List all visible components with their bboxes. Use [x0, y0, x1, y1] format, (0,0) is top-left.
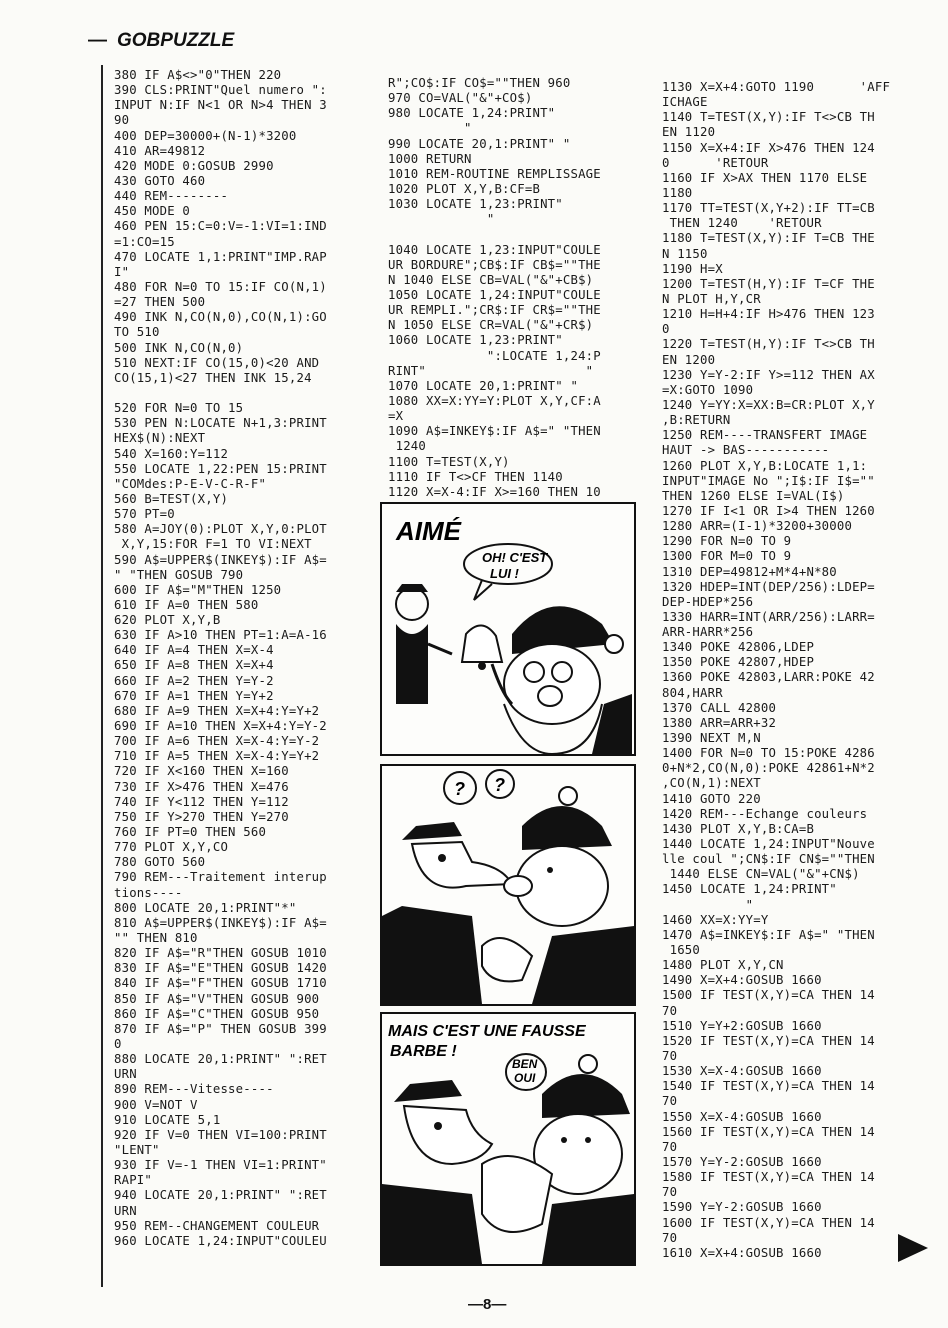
code-line: 650 IF A=8 THEN X=X+4	[114, 658, 274, 673]
code-line: 960 LOCATE 1,24:INPUT"COULEU	[114, 1233, 327, 1248]
code-line: EN 1200	[662, 352, 716, 367]
code-line: 1500 IF TEST(X,Y)=CA THEN 14	[662, 988, 875, 1003]
code-line: N PLOT H,Y,CR	[662, 291, 761, 306]
cartoon-panel-2	[380, 764, 636, 1006]
page-title: GOBPUZZLE	[117, 30, 235, 51]
code-line: N 1040 ELSE CB=VAL("&"+CB$)	[388, 272, 594, 287]
code-line: 1420 REM---Echange couleurs	[662, 806, 868, 821]
page-header	[88, 30, 234, 52]
code-line: RAPI"	[114, 1173, 153, 1188]
code-line: 770 PLOT X,Y,CO	[114, 840, 229, 855]
code-line: 1240	[388, 439, 427, 454]
code-line: HAUT -> BAS-----------	[662, 443, 830, 458]
code-line: 1040 LOCATE 1,23:INPUT"COULE	[388, 242, 601, 257]
code-line: 1650	[662, 943, 701, 958]
code-line: 1470 A$=INKEY$:IF A$=" "THEN	[662, 927, 875, 942]
code-line: 1150 X=X+4:IF X>476 THEN 124	[662, 140, 875, 155]
code-line: 1050 LOCATE 1,24:INPUT"COULE	[388, 287, 601, 302]
code-line: 870 IF A$="P" THEN GOSUB 399	[114, 1021, 327, 1036]
code-line: 1400 FOR N=0 TO 15:POKE 4286	[662, 746, 875, 761]
code-line: 1550 X=X-4:GOSUB 1660	[662, 1109, 822, 1124]
code-line: 560 B=TEST(X,Y)	[114, 491, 229, 506]
code-line: 1320 HDEP=INT(DEP/256):LDEP=	[662, 579, 875, 594]
code-line: 810 A$=UPPER$(INKEY$):IF A$=	[114, 915, 327, 930]
code-line: 780 GOTO 560	[114, 855, 206, 870]
code-line: URN	[114, 1067, 137, 1082]
code-line: 0+N*2,CO(N,0):POKE 42861+N*2	[662, 761, 875, 776]
code-line: UR REMPLI.";CR$:IF CR$=""THE	[388, 303, 601, 318]
code-line: 630 IF A>10 THEN PT=1:A=A-16	[114, 628, 327, 643]
code-line: N 1150	[662, 246, 708, 261]
code-line: 940 LOCATE 20,1:PRINT" ":RET	[114, 1188, 327, 1203]
code-line: 90	[114, 113, 130, 128]
speech-bubble-line-1: OH! C'EST	[482, 550, 548, 565]
question-bubble-right: ?	[494, 775, 505, 795]
code-line: 1440 LOCATE 1,24:INPUT"Nouve	[662, 837, 875, 852]
cartoon-caption-line-1: MAIS C'EST UNE FAUSSE	[388, 1023, 586, 1040]
code-line: 1020 PLOT X,Y,B:CF=B	[388, 181, 541, 196]
code-line: 1130 X=X+4:GOTO 1190 'AFF	[662, 80, 891, 94]
code-line: 1580 IF TEST(X,Y)=CA THEN 14	[662, 1170, 875, 1185]
code-column-3	[662, 80, 920, 1261]
code-line: 710 IF A=5 THEN X=X-4:Y=Y+2	[114, 749, 320, 764]
code-line: 1200 T=TEST(H,Y):IF T=CF THE	[662, 276, 875, 291]
code-line: "	[662, 897, 754, 912]
code-line	[114, 386, 379, 401]
code-line: I"	[114, 264, 130, 279]
code-line: 830 IF A$="E"THEN GOSUB 1420	[114, 961, 327, 976]
code-line: ":LOCATE 1,24:P	[388, 348, 601, 363]
code-line: 804,HARR	[662, 685, 723, 700]
code-line: 1300 FOR M=0 TO 9	[662, 549, 792, 564]
code-line: 1170 TT=TEST(X,Y+2):IF TT=CB	[662, 201, 875, 216]
code-column-1	[114, 68, 379, 1249]
code-line: 1090 A$=INKEY$:IF A$=" "THEN	[388, 424, 601, 439]
code-line: 1180 T=TEST(X,Y):IF T=CB THE	[662, 231, 875, 246]
code-line: =27 THEN 500	[114, 295, 206, 310]
speech-bubble-line-2: OUI	[514, 1071, 536, 1085]
code-line: 540 X=160:Y=112	[114, 446, 229, 461]
code-line: ,CO(N,1):NEXT	[662, 776, 761, 791]
code-line: 530 PEN N:LOCATE N+1,3:PRINT	[114, 416, 327, 431]
code-line: 1210 H=H+4:IF H>476 THEN 123	[662, 307, 875, 322]
code-line: 700 IF A=6 THEN X=X-4:Y=Y-2	[114, 734, 320, 749]
code-line: 1060 LOCATE 1,23:PRINT"	[388, 333, 563, 348]
code-line: 1490 X=X+4:GOSUB 1660	[662, 973, 822, 988]
code-line: 1440 ELSE CN=VAL("&"+CN$)	[662, 867, 860, 882]
code-line: 750 IF Y>270 THEN Y=270	[114, 809, 289, 824]
code-line: 450 MODE 0	[114, 204, 191, 219]
page-number: —8—	[468, 1296, 507, 1313]
code-line: 910 LOCATE 5,1	[114, 1112, 221, 1127]
code-line: 1460 XX=X:YY=Y	[662, 912, 769, 927]
code-line: 730 IF X>476 THEN X=476	[114, 779, 289, 794]
code-line: 70	[662, 1230, 678, 1245]
code-line: 670 IF A=1 THEN Y=Y+2	[114, 688, 274, 703]
code-line: 1410 GOTO 220	[662, 791, 761, 806]
code-line: 70	[662, 1003, 678, 1018]
code-line: 420 MODE 0:GOSUB 2990	[114, 158, 274, 173]
code-line: 920 IF V=0 THEN VI=100:PRINT	[114, 1127, 327, 1142]
code-line: 1370 CALL 42800	[662, 700, 777, 715]
code-line: R";CO$:IF CO$=""THEN 960	[388, 76, 571, 90]
code-line: 1120 X=X-4:IF X>=160 THEN 10	[388, 484, 601, 499]
code-line: 680 IF A=9 THEN X=X+4:Y=Y+2	[114, 703, 320, 718]
code-line: 1610 X=X+4:GOSUB 1660	[662, 1245, 822, 1260]
code-line: tions----	[114, 885, 183, 900]
code-line: 850 IF A$="V"THEN GOSUB 900	[114, 991, 320, 1006]
code-line: 610 IF A=0 THEN 580	[114, 597, 259, 612]
code-line: 400 DEP=30000+(N-1)*3200	[114, 128, 297, 143]
code-line: 70	[662, 1094, 678, 1109]
code-line: 1570 Y=Y-2:GOSUB 1660	[662, 1154, 822, 1169]
code-line: 70	[662, 1139, 678, 1154]
code-line: DEP-HDEP*256	[662, 594, 754, 609]
code-line: TO 510	[114, 325, 160, 340]
code-line: X,Y,15:FOR F=1 TO VI:NEXT	[114, 537, 312, 552]
code-line: ICHAGE	[662, 95, 708, 110]
code-line: INPUT"IMAGE No ";I$:IF I$=""	[662, 473, 875, 488]
code-line: "LENT"	[114, 1142, 160, 1157]
code-line: THEN 1240 'RETOUR	[662, 216, 822, 231]
code-line: 1240 Y=YY:X=XX:B=CR:PLOT X,Y	[662, 397, 875, 412]
code-line: 410 AR=49812	[114, 143, 206, 158]
code-line: 550 LOCATE 1,22:PEN 15:PRINT	[114, 461, 327, 476]
code-line: 600 IF A$="M"THEN 1250	[114, 582, 282, 597]
code-line: 1070 LOCATE 20,1:PRINT" "	[388, 378, 579, 393]
code-line: URN	[114, 1203, 137, 1218]
code-line: 930 IF V=-1 THEN VI=1:PRINT"	[114, 1158, 327, 1173]
continue-arrow-icon	[898, 1234, 928, 1262]
code-line: 1540 IF TEST(X,Y)=CA THEN 14	[662, 1079, 875, 1094]
speech-bubble-line-1: BEN	[512, 1057, 538, 1071]
header-dash: —	[88, 30, 107, 51]
code-line: =1:CO=15	[114, 234, 175, 249]
code-line: 1260 PLOT X,Y,B:LOCATE 1,1:	[662, 458, 868, 473]
code-line: 500 INK N,CO(N,0)	[114, 340, 244, 355]
cartoon-drawing-1	[382, 504, 634, 754]
code-line: 1280 ARR=(I-1)*3200+30000	[662, 519, 853, 534]
code-line: 1450 LOCATE 1,24:PRINT"	[662, 882, 837, 897]
code-line: INPUT N:IF N<1 OR N>4 THEN 3	[114, 98, 327, 113]
code-line: 480 FOR N=0 TO 15:IF CO(N,1)	[114, 279, 327, 294]
code-line: 1030 LOCATE 1,23:PRINT"	[388, 197, 563, 212]
code-line: 1340 POKE 42806,LDEP	[662, 640, 815, 655]
code-line	[388, 227, 643, 242]
code-line: "	[388, 212, 495, 227]
code-line: 1110 IF T<>CF THEN 1140	[388, 469, 563, 484]
code-line: 970 CO=VAL("&"+CO$)	[388, 91, 533, 106]
code-line: 0	[662, 322, 670, 337]
code-line: " "THEN GOSUB 790	[114, 567, 244, 582]
code-line: 1220 T=TEST(H,Y):IF T<>CB TH	[662, 337, 875, 352]
code-line: lle coul ";CN$:IF CN$=""THEN	[662, 852, 875, 867]
code-line: 1270 IF I<1 OR I>4 THEN 1260	[662, 503, 875, 518]
code-line: 980 LOCATE 1,24:PRINT"	[388, 106, 556, 121]
code-line: 1310 DEP=49812+M*4+N*80	[662, 564, 837, 579]
code-line: 720 IF X<160 THEN X=160	[114, 764, 289, 779]
code-line: 0	[114, 1037, 122, 1051]
code-line: 1600 IF TEST(X,Y)=CA THEN 14	[662, 1215, 875, 1230]
speech-bubble-line-2: LUI !	[490, 566, 519, 581]
question-bubble-left: ?	[454, 779, 465, 799]
code-line: 840 IF A$="F"THEN GOSUB 1710	[114, 976, 327, 991]
code-line: 490 INK N,CO(N,0),CO(N,1):GO	[114, 310, 327, 325]
code-line: UR BORDURE";CB$:IF CB$=""THE	[388, 257, 601, 272]
code-line: 1390 NEXT M,N	[662, 731, 761, 746]
cartoon-panel-1	[380, 502, 636, 756]
code-line: 950 REM--CHANGEMENT COULEUR	[114, 1218, 320, 1233]
code-line: RINT" "	[388, 363, 594, 378]
code-line: 0 'RETOUR	[662, 155, 769, 170]
code-line: 1000 RETURN	[388, 151, 472, 166]
code-line: 570 PT=0	[114, 507, 175, 522]
code-line: 1230 Y=Y-2:IF Y>=112 THEN AX	[662, 367, 875, 382]
code-line: 790 REM---Traitement interup	[114, 870, 327, 885]
code-line: 590 A$=UPPER$(INKEY$):IF A$=	[114, 552, 327, 567]
code-line: 1360 POKE 42803,LARR:POKE 42	[662, 670, 875, 685]
code-line: 460 PEN 15:C=0:V=-1:VI=1:IND	[114, 219, 327, 234]
code-line: 640 IF A=4 THEN X=X-4	[114, 643, 274, 658]
code-line: 1010 REM-ROUTINE REMPLISSAGE	[388, 166, 601, 181]
cartoon-drawing-2	[382, 766, 634, 1004]
cartoon-caption-line-2: BARBE !	[390, 1043, 457, 1060]
code-line: 1290 FOR N=0 TO 9	[662, 534, 792, 549]
code-line: "	[388, 121, 472, 136]
code-line: 1330 HARR=INT(ARR/256):LARR=	[662, 609, 875, 624]
code-line: EN 1120	[662, 125, 716, 140]
code-line: 520 FOR N=0 TO 15	[114, 401, 244, 416]
code-line: 1560 IF TEST(X,Y)=CA THEN 14	[662, 1124, 875, 1139]
code-line: 990 LOCATE 20,1:PRINT" "	[388, 136, 571, 151]
code-line: 1350 POKE 42807,HDEP	[662, 655, 815, 670]
code-line: 1160 IF X>AX THEN 1170 ELSE	[662, 170, 868, 185]
code-line: 1140 T=TEST(X,Y):IF T<>CB TH	[662, 110, 875, 125]
code-line: 510 NEXT:IF CO(15,0)<20 AND	[114, 355, 320, 370]
code-line: CO(15,1)<27 THEN INK 15,24	[114, 370, 312, 385]
code-line: 70	[662, 1049, 678, 1063]
code-line: 740 IF Y<112 THEN Y=112	[114, 794, 289, 809]
code-line: 800 LOCATE 20,1:PRINT"*"	[114, 900, 297, 915]
code-line: 1530 X=X-4:GOSUB 1660	[662, 1064, 822, 1079]
cartoon-caption: AIMÉ	[396, 516, 461, 546]
cartoon-panel-3	[380, 1012, 636, 1266]
code-line: 1180	[662, 185, 693, 200]
code-column-2	[388, 76, 643, 515]
code-line: 70	[662, 1185, 678, 1200]
code-line: 690 IF A=10 THEN X=X+4:Y=Y-2	[114, 719, 327, 734]
code-line: 1520 IF TEST(X,Y)=CA THEN 14	[662, 1033, 875, 1048]
column-rule	[101, 65, 103, 1287]
code-line: 880 LOCATE 20,1:PRINT" ":RET	[114, 1052, 327, 1067]
code-line: 820 IF A$="R"THEN GOSUB 1010	[114, 946, 327, 961]
code-line: 760 IF PT=0 THEN 560	[114, 825, 267, 840]
code-line: ,B:RETURN	[662, 413, 731, 428]
code-line: 1510 Y=Y+2:GOSUB 1660	[662, 1018, 822, 1033]
code-line: 1100 T=TEST(X,Y)	[388, 454, 510, 469]
code-line: 1080 XX=X:YY=Y:PLOT X,Y,CF:A	[388, 393, 601, 408]
code-line: "" THEN 810	[114, 931, 198, 946]
code-line: =X:GOTO 1090	[662, 382, 754, 397]
code-line: 580 A=JOY(0):PLOT X,Y,0:PLOT	[114, 522, 327, 537]
code-line: 900 V=NOT V	[114, 1097, 198, 1112]
code-line: N 1050 ELSE CR=VAL("&"+CR$)	[388, 318, 594, 333]
code-line: 1430 PLOT X,Y,B:CA=B	[662, 821, 815, 836]
code-line: 1250 REM----TRANSFERT IMAGE	[662, 428, 868, 443]
code-line: 1380 ARR=ARR+32	[662, 715, 777, 730]
code-line: THEN 1260 ELSE I=VAL(I$)	[662, 488, 845, 503]
cartoon-drawing-3	[382, 1014, 634, 1264]
code-line: =X	[388, 409, 404, 424]
code-line: 1190 H=X	[662, 261, 723, 276]
code-line: HEX$(N):NEXT	[114, 431, 206, 446]
code-line: 1480 PLOT X,Y,CN	[662, 958, 784, 973]
code-line: 890 REM---Vitesse----	[114, 1082, 274, 1097]
code-line: 1590 Y=Y-2:GOSUB 1660	[662, 1200, 822, 1215]
code-line: 430 GOTO 460	[114, 173, 206, 188]
code-line: 440 REM--------	[114, 189, 229, 204]
code-line: ARR-HARR*256	[662, 625, 754, 640]
code-line: 620 PLOT X,Y,B	[114, 613, 221, 628]
code-line: "COMdes:P-E-V-C-R-F"	[114, 476, 267, 491]
code-line: 860 IF A$="C"THEN GOSUB 950	[114, 1006, 320, 1021]
code-line: 470 LOCATE 1,1:PRINT"IMP.RAP	[114, 249, 327, 264]
code-line: 380 IF A$<>"0"THEN 220	[114, 68, 282, 82]
code-line: 660 IF A=2 THEN Y=Y-2	[114, 673, 274, 688]
code-line: 390 CLS:PRINT"Quel numero ":	[114, 83, 327, 98]
